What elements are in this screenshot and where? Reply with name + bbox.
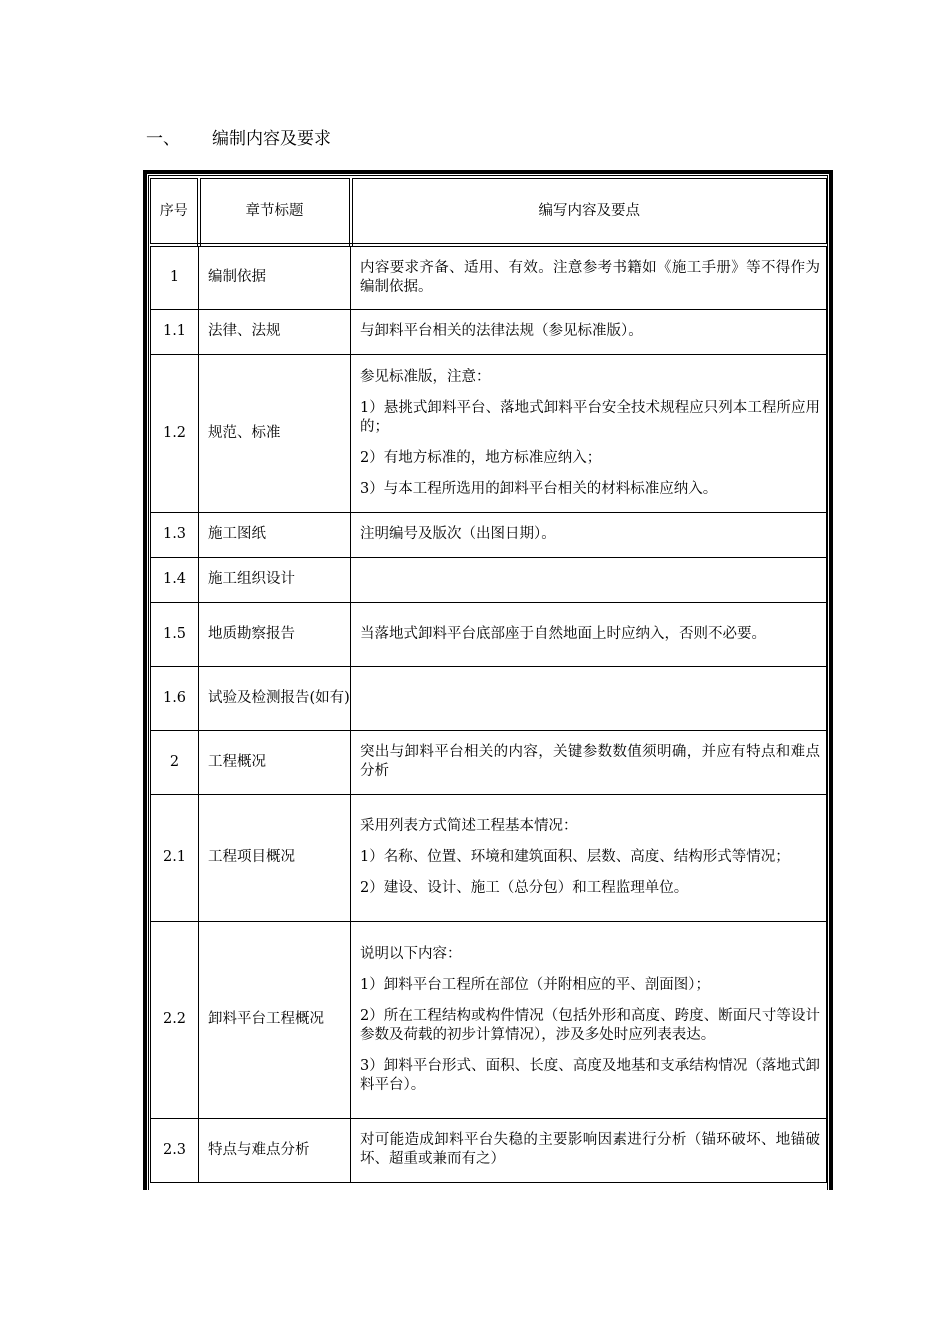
content-line: 2）有地方标准的，地方标准应纳入； — [360, 449, 602, 466]
table-row — [151, 309, 827, 354]
row-seq: 1 — [151, 245, 199, 309]
table-row — [151, 666, 827, 730]
requirements-table — [150, 178, 827, 1183]
table-row — [151, 354, 827, 512]
content-line: 对可能造成卸料平台失稳的主要影响因素进行分析（锚环破坏、地锚破坏、超重或兼而有之） — [360, 1132, 820, 1167]
content-line: 1）名称、位置、环境和建筑面积、层数、高度、结构形式等情况； — [360, 849, 790, 865]
content-line: 突出与卸料平台相关的内容，关键参数数值须明确，并应有特点和难点分析 — [360, 744, 820, 779]
row-title: 卸料平台工程概况 — [199, 921, 351, 1118]
row-title: 编制依据 — [199, 245, 351, 309]
header-seq: 序号 — [151, 179, 199, 246]
content-line: 1）卸料平台工程所在部位（并附相应的平、剖面图）； — [360, 976, 710, 993]
section-heading — [146, 124, 331, 149]
row-content — [351, 602, 827, 666]
row-title: 特点与难点分析 — [199, 1118, 351, 1182]
row-content — [351, 512, 827, 557]
table-header-row — [151, 179, 827, 246]
header-chapter: 章节标题 — [199, 179, 351, 246]
table-row — [151, 1118, 827, 1182]
row-seq: 1.5 — [151, 602, 199, 666]
content-line: 采用列表方式简述工程基本情况： — [360, 818, 578, 834]
row-seq: 1.2 — [151, 354, 199, 512]
row-content — [351, 557, 827, 602]
row-content — [351, 245, 827, 309]
table-row — [151, 730, 827, 794]
table-row — [151, 512, 827, 557]
row-title: 试验及检测报告(如有) — [199, 666, 351, 730]
row-content — [351, 730, 827, 794]
content-line: 1）悬挑式卸料平台、落地式卸料平台安全技术规程应只列本工程所应用的； — [360, 399, 820, 435]
content-line: 当落地式卸料平台底部座于自然地面上时应纳入，否则不必要。 — [360, 625, 766, 642]
row-seq: 2.2 — [151, 921, 199, 1118]
row-seq: 1.3 — [151, 512, 199, 557]
content-line: 3）卸料平台形式、面积、长度、高度及地基和支承结构情况（落地式卸料平台）。 — [360, 1057, 820, 1093]
section-title: 编制内容及要求 — [212, 129, 331, 149]
row-title: 施工图纸 — [199, 512, 351, 557]
table-row — [151, 557, 827, 602]
table-row — [151, 921, 827, 1118]
table-row — [151, 602, 827, 666]
row-content — [351, 666, 827, 730]
row-seq: 2.1 — [151, 794, 199, 921]
row-seq: 1.1 — [151, 309, 199, 354]
row-seq: 2 — [151, 730, 199, 794]
table-row — [151, 794, 827, 921]
content-line: 3）与本工程所选用的卸料平台相关的材料标准应纳入。 — [360, 480, 718, 497]
row-title: 地质勘察报告 — [199, 602, 351, 666]
row-seq: 1.6 — [151, 666, 199, 730]
section-number: 一、 — [146, 129, 180, 149]
row-title: 施工组织设计 — [199, 557, 351, 602]
header-content: 编写内容及要点 — [351, 179, 827, 246]
table-row — [151, 245, 827, 309]
content-line: 与卸料平台相关的法律法规（参见标准版）。 — [360, 323, 643, 339]
row-title: 工程概况 — [199, 730, 351, 794]
row-seq: 1.4 — [151, 557, 199, 602]
content-line: 参见标准版，注意： — [360, 368, 491, 385]
row-content — [351, 354, 827, 512]
row-content — [351, 309, 827, 354]
row-title: 规范、标准 — [199, 354, 351, 512]
row-seq: 2.3 — [151, 1118, 199, 1182]
content-line: 2）所在工程结构或构件情况（包括外形和高度、跨度、断面尺寸等设计参数及荷载的初步计算情况），涉及多处时应列表表达。 — [360, 1007, 820, 1043]
row-title: 法律、法规 — [199, 309, 351, 354]
content-line: 内容要求齐备、适用、有效。注意参考书籍如《施工手册》等不得作为编制依据。 — [360, 259, 820, 295]
row-content — [351, 794, 827, 921]
row-content — [351, 921, 827, 1118]
content-line: 注明编号及版次（出图日期）。 — [360, 526, 556, 542]
content-line: 说明以下内容： — [360, 945, 462, 962]
row-content — [351, 1118, 827, 1182]
content-line: 2）建设、设计、施工（总分包）和工程监理单位。 — [360, 880, 689, 896]
row-title: 工程项目概况 — [199, 794, 351, 921]
